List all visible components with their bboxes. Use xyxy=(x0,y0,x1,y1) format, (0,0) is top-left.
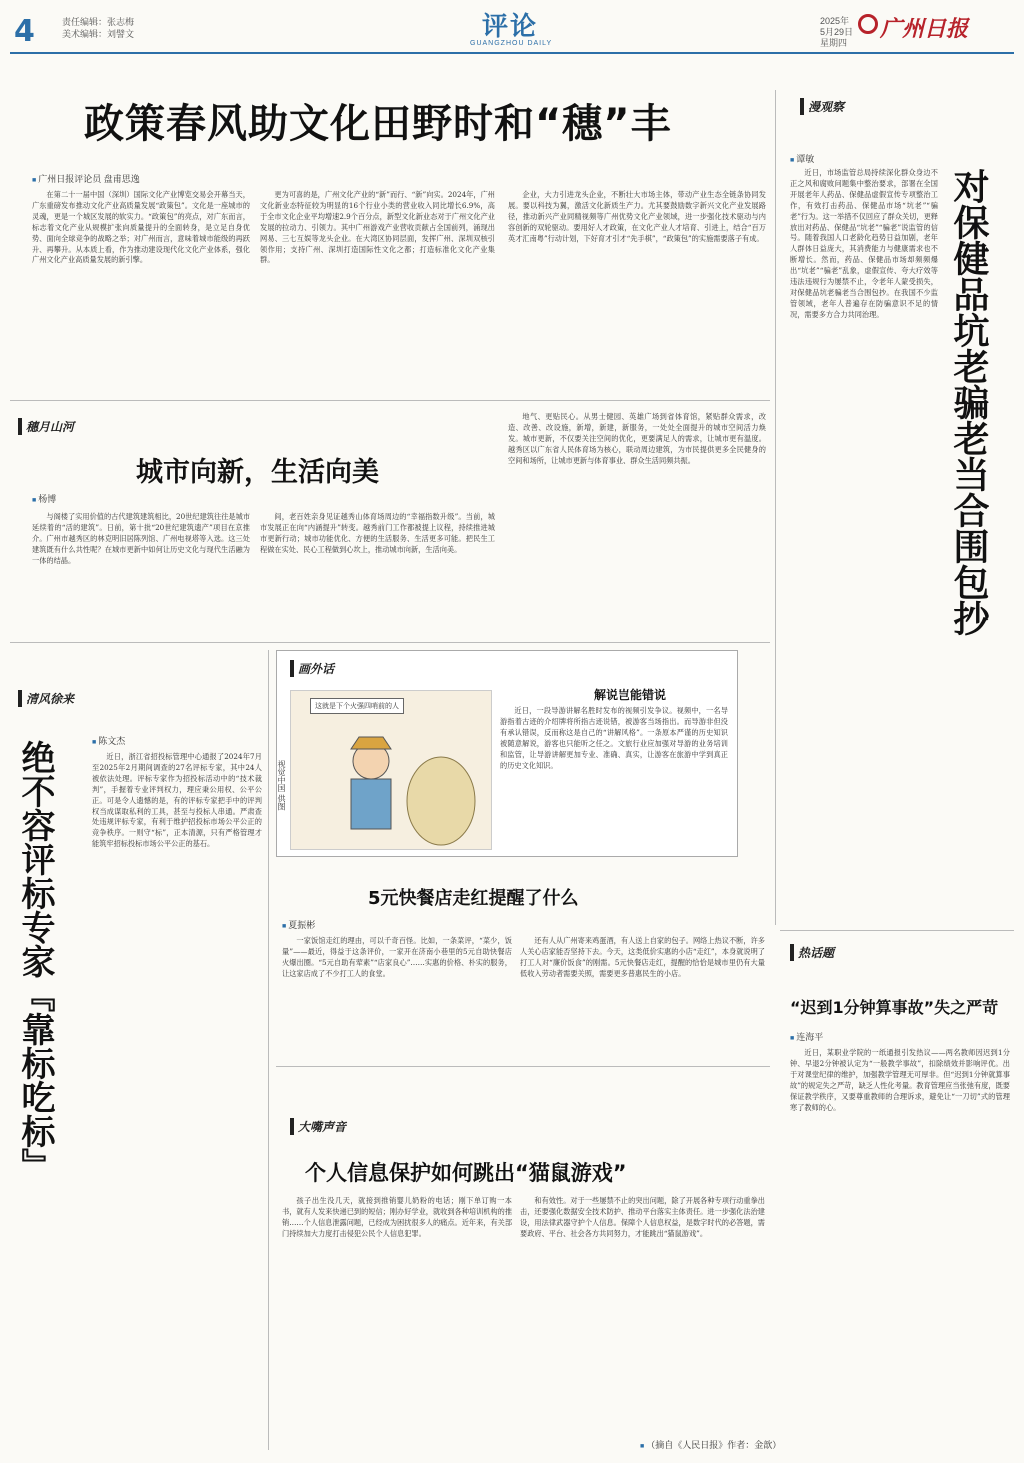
late-text: 近日，某职业学院的一纸通报引发热议——两名教师因迟到1分钟、早退2分钟被认定为“一般教学事故”，扣除绩效并影响评优。出于对课堂纪律的维护，加强教学管理无可厚非。但“迟到1分钟就算事故”的规定失之严苛，缺乏人性化考量。教育管理应当张弛有度，既要保证教学秩序，又要尊重教师的合理诉求，避免让“一刀切”式的管理寒了教师的心。 xyxy=(790,1048,1010,1112)
feature-two-byline: ■ 陈文杰 xyxy=(92,734,125,747)
newspaper-logo-icon xyxy=(858,14,878,34)
issue-year: 2025年 xyxy=(820,16,850,26)
feature-one-badge: 穗月山河 xyxy=(18,418,74,435)
late-byline: ■ 连海平 xyxy=(790,1030,823,1043)
fast-food-title: 5元快餐店走红提醒了什么 xyxy=(368,888,579,909)
main-editorial-title: 政策春风助文化田野时和“穗”丰 xyxy=(84,101,672,147)
main-editorial-col-1: 在第二十一届中国（深圳）国际文化产业博览交易会开幕当天，广东重磅发布推动文化产业高质量发展“政策包”。文化是一座城市的灵魂，更是一个城区发展的软实力。“政策包”的亮点，对广东而言，标志着文化产业从规模扩张向质量提升的全面转身，是立足自身优势、面向全球竞争的战略之举；对广州而言，意味着城市能级的再跃升、再攀升。从本质上看，作为推动建设现代化文化产业体系，强化广州文化产业高质量发展的新引擎。 xyxy=(32,190,250,265)
feature-one-byline: ■ 杨博 xyxy=(32,492,56,505)
newspaper-logo: 广州日报 xyxy=(880,16,969,42)
header-rule xyxy=(10,52,1014,54)
cartoon-badge: 画外话 xyxy=(290,660,334,677)
editor-name: 责任编辑：张志梅 xyxy=(62,17,135,27)
right-column-text: 近日，市场监管总局持续深化群众身边不正之风和腐败问题集中整治要求，部署在全国开展老年人药品、保健品虚假宣传专项整治工作，有效打击药品、保健品市场“坑老”“骗老”行为。这一举措不仅回应了群众关切，更释放出对药品、保健品“坑老”“骗老”说监管的信号。随着我国人口老龄化趋势日益加剧，老年人群体日益庞大，其消费能力与健康需求也不断增长。然而，药品、保健品市场却频频爆出“坑老”“骗老”乱象，虚假宣传、夸大疗效等违法违规行为屡禁不止，令老年人蒙受损失，对保健品坑老骗老当合围包抄。在我国不少监管领域，老年人普遍存在防骗意识不足的情况，需要多方合力共同治理。 xyxy=(790,168,938,319)
cartoon-drawing-icon xyxy=(291,691,491,849)
privacy-source: ■ （摘自《人民日报》作者：金歆） xyxy=(640,1438,781,1451)
fast-food-col-1: 一家饭馆走红的理由，可以千奇百怪。比如，一条菜评，“菜少，饭量”——最近，得益于这条评价，一家开在济南小巷里的5元自助快餐店火爆出圈。“5元自助有荤素”“店家良心”……实惠的价格、朴实的服务，让这家店成了不少打工人的食堂。 xyxy=(282,936,512,978)
cartoon-article-title: 解说岂能错说 xyxy=(594,688,667,702)
right-column-vertical-title: 对保健品坑老骗老当合围包抄 xyxy=(948,168,989,636)
issue-weekday: 星期四 xyxy=(820,38,848,48)
section-divider-2 xyxy=(10,642,770,643)
section-subtitle: GUANGZHOU DAILY xyxy=(470,40,553,47)
fast-food-col-2: 还有人从广州寄来鸡蛋酒，有人送上自家的包子。网络上热议不断，许多人关心店家能否坚持下去。今天，这类低价实惠的小店“走红”，本身就说明了打工人对“廉价饭食”的刚需。5元快餐店走红，提醒的恰恰是城市里仍有大量低收入劳动者需要关照，需要更多普惠民生的小店。 xyxy=(520,936,765,978)
cartoon-caption: 这就是下个火强四哨前的人 xyxy=(310,698,404,714)
issue-date xyxy=(820,16,853,49)
late-title: “迟到1分钟算事故”失之严苛 xyxy=(790,998,999,1017)
privacy-col-1: 孩子出生没几天，就接到推销婴儿奶粉的电话；刚下单订购一本书，就有人发来快递已到的短信；刚办好学业，就收到各种培训机构的推销……个人信息泄露问题，已经成为困扰很多人的痛点。近年来，有关部门持续加大力度打击侵犯公民个人信息犯罪。 xyxy=(282,1196,512,1238)
main-editorial-byline: ■ 广州日报评论员 盘甫思逸 xyxy=(32,172,140,185)
art-editor-name: 美术编辑：刘譬文 xyxy=(62,29,135,39)
feature-two-divider xyxy=(268,650,269,1450)
right-column-badge: 漫观察 xyxy=(800,98,844,115)
editor-credits xyxy=(62,16,134,40)
section-divider-4 xyxy=(780,930,1014,931)
cartoon-image xyxy=(290,690,492,850)
page-number: 4 xyxy=(14,14,35,49)
section-divider-1 xyxy=(10,400,770,401)
privacy-badge: 大嘴声音 xyxy=(290,1118,346,1135)
late-badge: 热话题 xyxy=(790,944,834,961)
issue-day: 5月29日 xyxy=(820,27,854,37)
feature-two-vertical-title: 绝不容评标专家『靠标吃标』 xyxy=(15,740,55,1182)
feature-one-col-2: 间，老百姓亲身见证越秀山体育场周边的“幸福指数升级”。当前，城市发展正在向“内涵提升”转变。越秀前门工作都被提上议程，持续推进城市更新行动；城市功能优化、方便的生活服务、生活更多可能。把民生工程做在实处、民心工程做到心坎上，推动城市向新，生活向美。 xyxy=(260,512,495,554)
section-title: 评论 xyxy=(482,12,539,42)
privacy-col-2: 和有效性。对于一些屡禁不止的突出问题，除了开展各种专项行动重拳出击，还要强化数据安全技术防护、推动平台落实主体责任。进一步强化法治建设，用法律武器守护个人信息。保障个人信息权益，是数字时代的必答题，需要政府、平台、社会各方共同努力，才能跳出“猫鼠游戏”。 xyxy=(520,1196,765,1238)
cartoon-article-text: 近日，一段导游讲解名胜时发布的视频引发争议。视频中，一名导游指着古迹的介绍牌将所指古迹说错，被游客当场指出。而导游非但没有承认错误，反而称这是自己的“讲解风格”。一条原本严谨的历史知识被随意解说，游客也只能听之任之。文旅行业应加强对导游的业务培训和监管，让导游讲解更加专业、准确、真实，让游客在旅游中学到真正的历史文化知识。 xyxy=(500,706,728,770)
feature-two-badge: 清风徐来 xyxy=(18,690,74,707)
feature-one-col-3: 地气、更贴民心。从男士健园、英雄广场到省体育馆，紧贴群众需求，改造、改善、改设施，新增，新建，新服务，一处处全面提升的城市空间活力焕发。城市更新，不仅要关注空间的优化，更要满足人的需求，让城市更有温度。越秀区以广东省人民体育场为核心，联动周边建筑，为市民提供更多全民健身的空间和场所，让城市更新与体育事业、群众生活同频共振。 xyxy=(508,412,766,465)
feature-one-col-1: 与阁楼了实用价值的古代建筑建筑相比，20世纪建筑往往是城市延续着的“活的建筑”。日前，第十批“20世纪建筑遗产”项目在京推介。广州市越秀区的林克明旧居陈列馆、广州电视塔等入选。这三处建筑既有什么共性呢？在城市更新中如何让历史文化与现代生活融为一体的结晶。 xyxy=(32,512,250,565)
cartoon-credit: 视觉中国 供图 xyxy=(277,760,286,811)
feature-two-text: 近日，浙江省招投标管理中心通报了2024年7月至2025年2月期间调查的27名评标专家，其中24人被依法处理。评标专家作为招投标活动中的“技术裁判”，手握着专业评判权力，理应秉公用权、公平公正。可是令人遗憾的是，有的评标专家把手中的评判权当成谋取私利的工具，甚至与投标人串通。严肃查处违规评标专家，有利于维护招投标市场公平公正的竞争秩序。一则守“标”，正本清源，只有严格管理才能筑牢招标投标市场公平公正的基石。 xyxy=(92,752,262,849)
fast-food-byline: ■ 夏振彬 xyxy=(282,918,315,931)
feature-one-title: 城市向新，生活向美 xyxy=(136,457,379,488)
privacy-title: 个人信息保护如何跳出“猫鼠游戏” xyxy=(305,1161,627,1185)
main-editorial-col-2: 更为可喜的是，广州文化产业的“新”而行、“新”向实。2024年，广州文化新业态特征较为明显的16个行业小类的营业收入同比增长6.9%，高于全市文化企业平均增速2.9个百分点，新型文化新业态对于广州文化产业发展的拉动力、引领力。其中广州游戏产业营收贡献占全国前列，涌现出网易、三七互娱等龙头企业。在大湾区协同层面，发挥广州、深圳双核引领作用；支持广州、深圳打造国际性文化之都；打造标准化文化产业集群。 xyxy=(260,190,495,265)
right-column-divider xyxy=(775,90,776,925)
right-column-byline: ■ 谭敏 xyxy=(790,152,814,165)
main-editorial-col-3: 企业，大力引进龙头企业，不断壮大市场主体，带动产业生态全链条协同发展。要以科技为翼，激活文化新质生产力。尤其要鼓励数字新兴文化产业发展路径，推动新兴产业同精视频等广州优势文化产业领域，进一步强化技术驱动与内容创新的双轮驱动。要用好人才政策，在文化产业人才培育、引进上，结合“百万英才汇南粤”行动计划，下好育才引才“先手棋”，“政策包”的实施需要落子有成。 xyxy=(508,190,766,243)
section-divider-3 xyxy=(276,1066,770,1067)
